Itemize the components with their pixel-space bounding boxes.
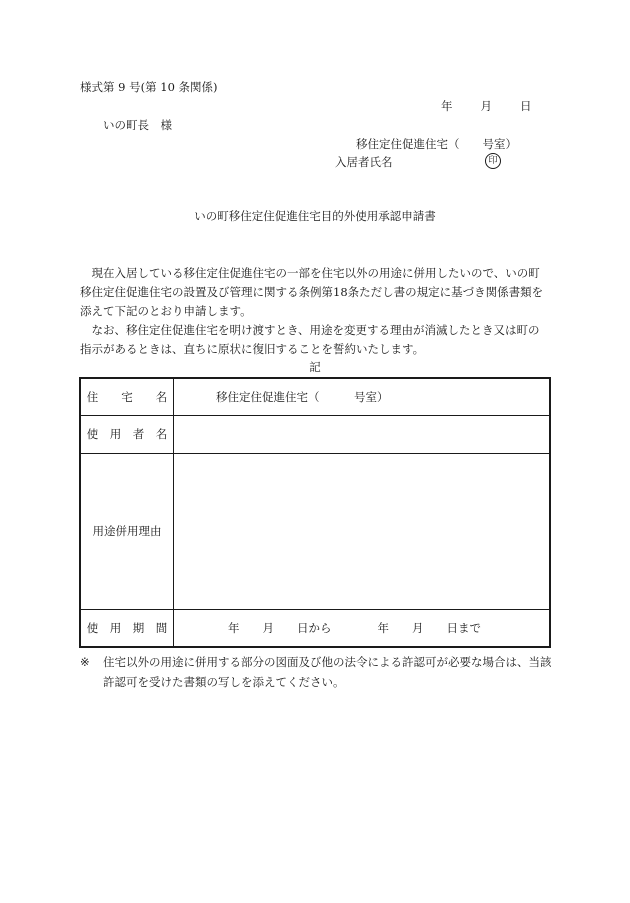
date-month: 月 — [480, 99, 492, 113]
row-value-user-name — [174, 415, 551, 453]
row-label-period: 使 用 期 間 — [80, 609, 174, 647]
row-value-period: 年 月 日から 年 月 日まで — [174, 609, 551, 647]
table-row — [80, 415, 550, 453]
table-row — [80, 378, 550, 415]
document-title: いの町移住定住促進住宅目的外使用承認申請書 — [194, 209, 436, 223]
addressee: いの町長 様 — [103, 118, 172, 132]
row-value-residence: 移住定住促進住宅（ 号室） — [174, 378, 551, 415]
application-table — [79, 377, 551, 648]
seal-icon: 印 — [485, 153, 501, 169]
form-number: 様式第 9 号(第 10 条関係) — [80, 80, 218, 94]
row-label-reason: 用途併用理由 — [80, 453, 174, 609]
body-paragraph-2: なお、移住定住促進住宅を明け渡すとき、用途を変更する理由が消滅したとき又は町の指示があるときは、直ちに原状に復旧することを誓約いたします。 — [80, 323, 540, 356]
date-line — [441, 101, 532, 113]
unit-line: 移住定住促進住宅（ 号室） — [356, 137, 517, 151]
resident-name-label: 入居者氏名 — [335, 155, 393, 169]
row-label-user-name: 使 用 者 名 — [80, 415, 174, 453]
ki-heading: 記 — [309, 360, 321, 374]
date-year: 年 — [441, 99, 453, 113]
footnote-mark: ※ — [80, 655, 90, 669]
footnote — [80, 652, 552, 692]
date-day: 日 — [520, 99, 532, 113]
row-value-reason — [174, 453, 551, 609]
body-text — [80, 264, 550, 359]
table-row — [80, 453, 550, 609]
table-row — [80, 609, 550, 647]
footnote-text: 住宅以外の用途に併用する部分の図面及び他の法令による許認可が必要な場合は、当該許認可を受けた書類の写しを添えてください。 — [103, 655, 552, 689]
row-label-residence: 住 宅 名 — [80, 378, 174, 415]
body-paragraph-1: 現在入居している移住定住促進住宅の一部を住宅以外の用途に併用したいので、いの町移住定住促進住宅の設置及び管理に関する条例第18条ただし書の規定に基づき関係書類を添えて下記のとおり申請します。 — [80, 266, 544, 318]
